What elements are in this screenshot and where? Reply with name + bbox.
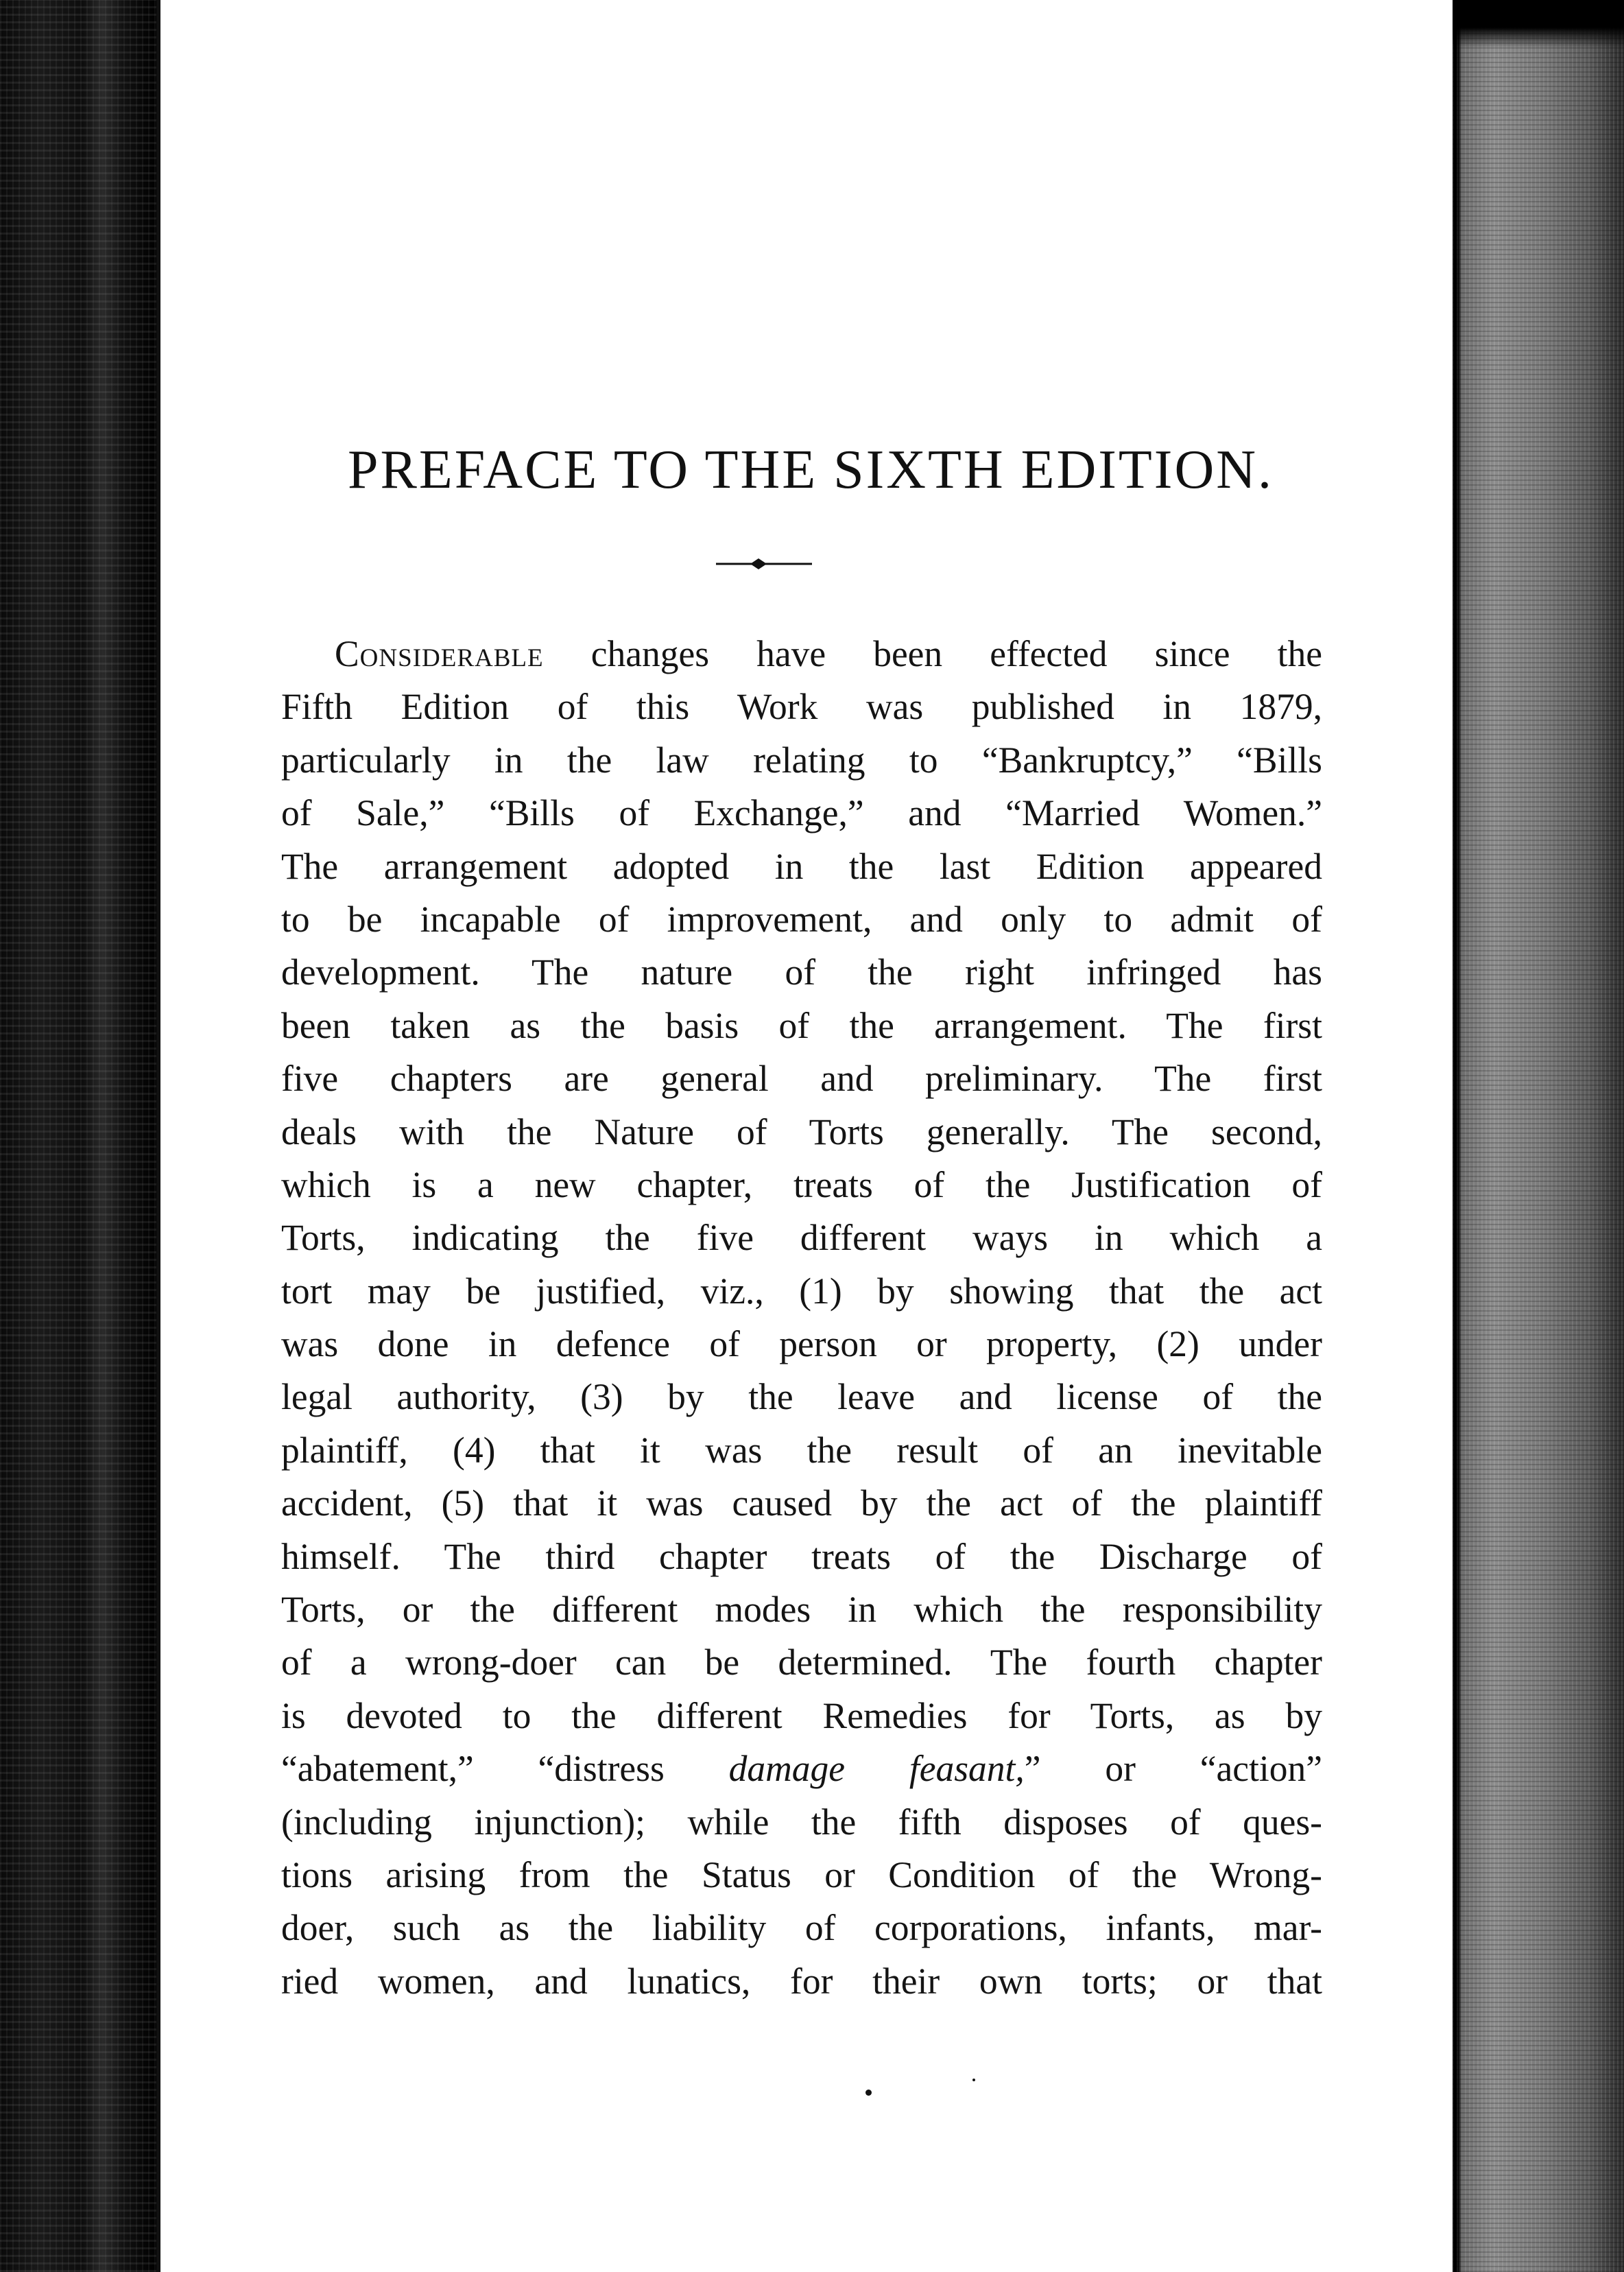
text-line-3: particularly in the law relating to “Bankruptcy,” “Bills: [281, 739, 1322, 781]
text-line-9: five chapters are general and preliminary. The first: [281, 1058, 1322, 1100]
text-line-22: [281, 1742, 1322, 1795]
print-speck: [865, 2090, 872, 2096]
book-page: [156, 0, 1453, 2272]
text-line-25: doer, such as the liability of corporations, infants, mar-: [281, 1907, 1322, 1949]
dash-diamond-ornament-icon: [716, 556, 812, 572]
text-line-19: Torts, or the different modes in which the responsibility: [281, 1589, 1322, 1631]
text-line-5: The arrangement adopted in the last Edition appeared: [281, 845, 1322, 887]
text-line-26: ried women, and lunatics, for their own torts; or that: [281, 1960, 1322, 2002]
text-line-22-pre: “abatement,” “distress: [281, 1748, 729, 1790]
text-line-1: [281, 628, 1322, 681]
lead-word: Considerable: [335, 633, 544, 674]
text-line-12: Torts, indicating the five different ways in which a: [281, 1217, 1322, 1259]
text-line-6: to be incapable of improvement, and only to admit of: [281, 898, 1322, 940]
scan-right-edge: [1453, 0, 1624, 2272]
text-line-13: tort may be justified, viz., (1) by showing that the act: [281, 1270, 1322, 1312]
scan-left-texture: [0, 0, 156, 2272]
text-line-21: is devoted to the different Remedies for Torts, as by: [281, 1694, 1322, 1736]
preface-body: [281, 628, 1322, 2008]
text-line-2: Fifth Edition of this Work was published in 1879,: [281, 686, 1322, 728]
text-line-14: was done in defence of person or property, (2) under: [281, 1323, 1322, 1365]
text-line-16: plaintiff, (4) that it was the result of an inevitable: [281, 1429, 1322, 1471]
text-line-23: (including injunction); while the fifth disposes of ques-: [281, 1801, 1322, 1843]
text-line-20: of a wrong-doer can be determined. The fourth chapter: [281, 1642, 1322, 1683]
text-line-4: of Sale,” “Bills of Exchange,” and “Married Women.”: [281, 792, 1322, 834]
text-line-18: himself. The third chapter treats of the Discharge of: [281, 1535, 1322, 1577]
scan-left-edge: [0, 0, 156, 2272]
text-line-8: been taken as the basis of the arrangement. The first: [281, 1004, 1322, 1046]
text-line-15: legal authority, (3) by the leave and license of the: [281, 1376, 1322, 1418]
text-line-1-rest: changes have been effected since the: [543, 633, 1322, 674]
page-title: PREFACE TO THE SIXTH EDITION.: [348, 440, 1274, 500]
text-line-10: deals with the Nature of Torts generally. The second,: [281, 1111, 1322, 1152]
text-line-11: which is a new chapter, treats of the Justification of: [281, 1163, 1322, 1205]
italic-phrase: damage feasant,: [728, 1748, 1025, 1790]
text-line-24: tions arising from the Status or Condition of the Wrong-: [281, 1854, 1322, 1895]
text-line-22-post: ” or “action”: [1024, 1748, 1322, 1790]
print-speck: [972, 2079, 975, 2081]
text-line-17: accident, (5) that it was caused by the act of the plaintiff: [281, 1482, 1322, 1524]
scan-right-texture: [1453, 0, 1624, 2272]
text-line-7: development. The nature of the right infringed has: [281, 951, 1322, 993]
scan-right-shadow: [1453, 0, 1624, 48]
